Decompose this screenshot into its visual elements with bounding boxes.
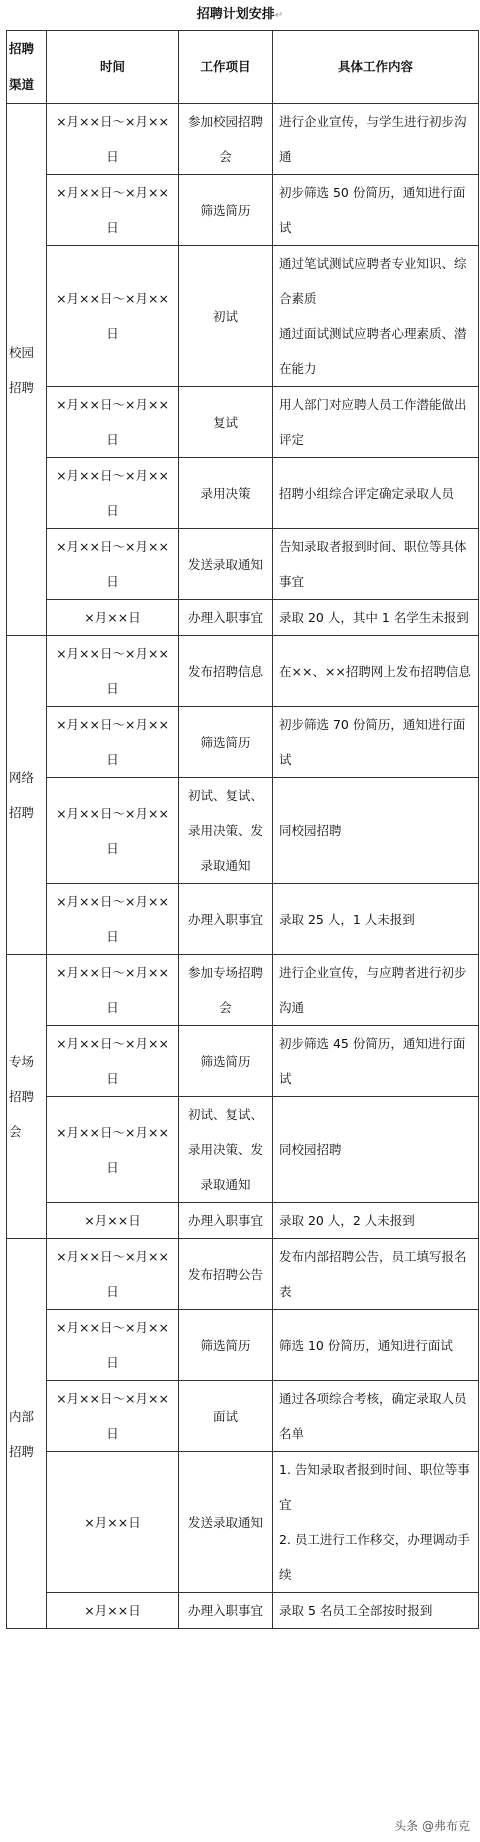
time-cell: ×月××日～×月××日 xyxy=(47,387,179,458)
channel-cell: 内部招聘 xyxy=(7,1239,47,1629)
item-cell: 筛选简历 xyxy=(179,1310,273,1381)
time-cell: ×月××日～×月××日 xyxy=(47,529,179,600)
table-header-row xyxy=(7,31,479,104)
item-cell: 复试 xyxy=(179,387,273,458)
content-line: 通过笔试测试应聘者专业知识、综合素质 xyxy=(279,256,467,306)
title-text: 招聘计划安排 xyxy=(196,7,275,22)
content-cell xyxy=(273,1452,479,1593)
content-cell xyxy=(273,778,479,884)
content-cell xyxy=(273,246,479,387)
time-cell: ×月××日～×月××日 xyxy=(47,1097,179,1203)
table-row xyxy=(7,175,479,246)
content-cell xyxy=(273,1203,479,1239)
content-cell xyxy=(273,1239,479,1310)
content-line: 同校园招聘 xyxy=(279,1142,342,1157)
content-cell xyxy=(273,707,479,778)
time-cell: ×月××日～×月××日 xyxy=(47,636,179,707)
table-row xyxy=(7,884,479,955)
table-row xyxy=(7,955,479,1026)
time-cell: ×月××日～×月××日 xyxy=(47,955,179,1026)
item-cell: 面试 xyxy=(179,1381,273,1452)
item-cell: 筛选简历 xyxy=(179,1026,273,1097)
item-cell: 筛选简历 xyxy=(179,175,273,246)
item-cell: 筛选简历 xyxy=(179,707,273,778)
item-cell: 办理入职事宜 xyxy=(179,1203,273,1239)
time-cell: ×月××日～×月××日 xyxy=(47,246,179,387)
time-cell: ×月××日～×月××日 xyxy=(47,458,179,529)
table-row xyxy=(7,458,479,529)
table-row xyxy=(7,387,479,458)
item-cell: 办理入职事宜 xyxy=(179,884,273,955)
table-row xyxy=(7,1310,479,1381)
table-row xyxy=(7,1203,479,1239)
table-row xyxy=(7,778,479,884)
content-cell xyxy=(273,1593,479,1629)
content-cell xyxy=(273,1310,479,1381)
time-cell: ×月××日～×月××日 xyxy=(47,1310,179,1381)
time-cell: ×月××日～×月××日 xyxy=(47,104,179,175)
content-cell xyxy=(273,458,479,529)
time-cell: ×月××日～×月××日 xyxy=(47,1381,179,1452)
time-cell: ×月××日～×月××日 xyxy=(47,1239,179,1310)
table-row xyxy=(7,1239,479,1310)
time-cell: ×月××日 xyxy=(47,1452,179,1593)
time-cell: ×月××日 xyxy=(47,1203,179,1239)
content-cell xyxy=(273,1097,479,1203)
channel-cell: 专场招聘会 xyxy=(7,955,47,1239)
table-row xyxy=(7,104,479,175)
document-title xyxy=(0,2,480,28)
channel-cell: 校园招聘 xyxy=(7,104,47,636)
item-cell: 办理入职事宜 xyxy=(179,1593,273,1629)
table-row xyxy=(7,1097,479,1203)
header-item: 工作项目 xyxy=(179,31,273,104)
content-cell xyxy=(273,600,479,636)
time-cell: ×月××日～×月××日 xyxy=(47,707,179,778)
time-cell: ×月××日～×月××日 xyxy=(47,1026,179,1097)
header-time: 时间 xyxy=(47,31,179,104)
table-row xyxy=(7,1381,479,1452)
item-cell: 初试 xyxy=(179,246,273,387)
content-line: 发布内部招聘公告，员工填写报名表 xyxy=(279,1249,467,1299)
item-cell: 参加专场招聘会 xyxy=(179,955,273,1026)
watermark: 头条 @弗布克 xyxy=(394,1819,470,1833)
item-cell: 初试、复试、录用决策、发录取通知 xyxy=(179,778,273,884)
content-line: 进行企业宣传，与应聘者进行初步沟通 xyxy=(279,965,467,1015)
item-cell: 发布招聘信息 xyxy=(179,636,273,707)
content-line: 1. 告知录取者报到时间、职位等事宜 xyxy=(279,1462,470,1512)
item-cell: 发送录取通知 xyxy=(179,1452,273,1593)
content-line: 通过各项综合考核，确定录取人员名单 xyxy=(279,1391,467,1441)
table-row xyxy=(7,636,479,707)
content-line: 初步筛选 70 份简历，通知进行面试 xyxy=(279,717,466,767)
header-content: 具体工作内容 xyxy=(273,31,479,104)
content-line: 初步筛选 45 份简历，通知进行面试 xyxy=(279,1036,466,1086)
content-line: 初步筛选 50 份简历，通知进行面试 xyxy=(279,185,466,235)
content-line: 同校园招聘 xyxy=(279,823,342,838)
table-row xyxy=(7,707,479,778)
recruitment-plan-table xyxy=(6,30,479,1629)
content-line: 在××、××招聘网上发布招聘信息 xyxy=(279,663,471,679)
item-cell: 发送录取通知 xyxy=(179,529,273,600)
item-cell: 办理入职事宜 xyxy=(179,600,273,636)
content-cell xyxy=(273,636,479,707)
table-row xyxy=(7,600,479,636)
content-line: 录取 20 人，其中 1 名学生未报到 xyxy=(279,610,469,625)
content-line: 录取 25 人，1 人未报到 xyxy=(279,911,415,927)
content-line: 录取 20 人，2 人未报到 xyxy=(279,1213,415,1228)
table-row xyxy=(7,246,479,387)
time-cell: ×月××日～×月××日 xyxy=(47,884,179,955)
time-cell: ×月××日 xyxy=(47,1593,179,1629)
content-line: 通过面试测试应聘者心理素质、潜在能力 xyxy=(279,326,467,376)
time-cell: ×月××日 xyxy=(47,600,179,636)
content-cell xyxy=(273,1026,479,1097)
item-cell: 初试、复试、录用决策、发录取通知 xyxy=(179,1097,273,1203)
time-cell: ×月××日～×月××日 xyxy=(47,175,179,246)
content-line: 用人部门对应聘人员工作潜能做出评定 xyxy=(279,397,467,447)
content-cell xyxy=(273,387,479,458)
content-line: 录取 5 名员工全部按时报到 xyxy=(279,1603,433,1618)
paragraph-mark: ↵ xyxy=(274,10,284,21)
content-cell xyxy=(273,884,479,955)
content-line: 招聘小组综合评定确定录取人员 xyxy=(279,485,455,501)
content-cell xyxy=(273,1381,479,1452)
item-cell: 发布招聘公告 xyxy=(179,1239,273,1310)
content-line: 筛选 10 份简历，通知进行面试 xyxy=(279,1337,453,1353)
table-row xyxy=(7,1026,479,1097)
time-cell: ×月××日～×月××日 xyxy=(47,778,179,884)
item-cell: 录用决策 xyxy=(179,458,273,529)
table-row xyxy=(7,1452,479,1593)
content-cell xyxy=(273,955,479,1026)
content-cell xyxy=(273,175,479,246)
content-line: 进行企业宣传，与学生进行初步沟通 xyxy=(279,114,467,164)
table-body xyxy=(7,104,479,1629)
table-row xyxy=(7,1593,479,1629)
content-line: 告知录取者报到时间、职位等具体事宜 xyxy=(279,539,467,589)
channel-cell: 网络招聘 xyxy=(7,636,47,955)
table-row xyxy=(7,529,479,600)
item-cell: 参加校园招聘会 xyxy=(179,104,273,175)
content-cell xyxy=(273,529,479,600)
header-channel: 招聘渠道 xyxy=(7,31,47,104)
content-line: 2. 员工进行工作移交，办理调动手续 xyxy=(279,1532,470,1582)
content-cell xyxy=(273,104,479,175)
